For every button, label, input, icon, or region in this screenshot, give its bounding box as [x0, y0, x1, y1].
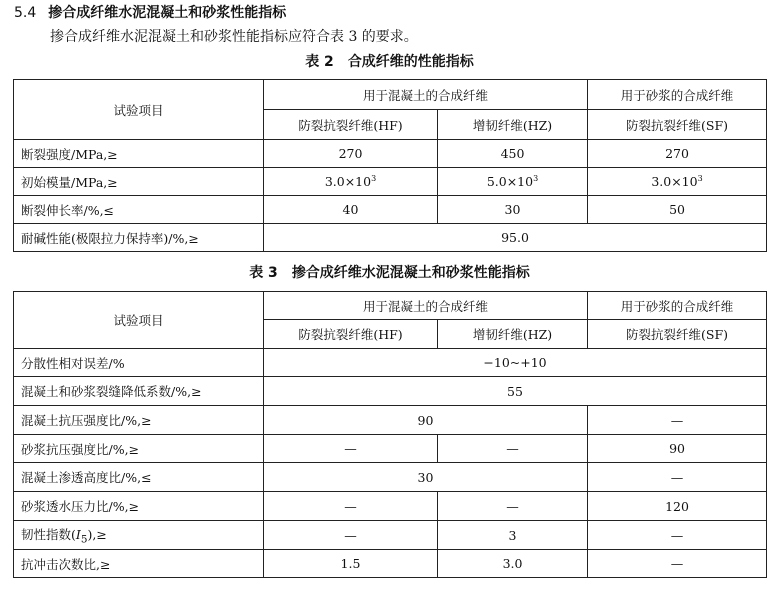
row-item [14, 521, 264, 550]
item-prefix: 韧性指数( [21, 526, 76, 542]
table3-caption [0, 264, 779, 282]
table3-header-item: 试验项目 [14, 292, 264, 349]
table2-header-hf: 防裂抗裂纤维(HF) [264, 110, 438, 140]
cell-hf [264, 168, 438, 196]
table-row [14, 349, 767, 377]
table3-header-hz: 增韧纤维(HZ) [438, 320, 588, 349]
table-row [14, 463, 767, 492]
table2-label: 表 2 [305, 54, 334, 70]
cell-hz: — [438, 492, 588, 521]
cell-sf: 50 [588, 196, 767, 224]
cell-sf: 90 [588, 435, 767, 463]
value-base: 3.0×10 [324, 174, 372, 190]
row-item: 混凝土渗透高度比/%,≤ [14, 463, 264, 492]
table3-header-hf: 防裂抗裂纤维(HF) [264, 320, 438, 349]
value-exponent: 3 [371, 173, 377, 183]
row-item: 砂浆透水压力比/%,≥ [14, 492, 264, 521]
section-number: 5.4 [14, 5, 37, 21]
section-heading [14, 4, 286, 22]
cell-hf: 270 [264, 140, 438, 168]
table3 [13, 291, 767, 578]
table2-title: 合成纤维的性能指标 [347, 54, 474, 70]
cell-sf: — [588, 406, 767, 435]
table2-caption [0, 53, 779, 71]
cell-hf: — [264, 492, 438, 521]
cell-all: 95.0 [264, 224, 767, 252]
section-paragraph: 掺合成纤维水泥混凝土和砂浆性能指标应符合表 3 的要求。 [50, 29, 418, 45]
cell-all: −10~+10 [264, 349, 767, 377]
cell-sf [588, 168, 767, 196]
cell-hf: — [264, 435, 438, 463]
cell-hz: 3 [438, 521, 588, 550]
table2-header-row [14, 80, 767, 110]
cell-hfhz: 30 [264, 463, 588, 492]
cell-all: 55 [264, 377, 767, 406]
table2-header-mortar: 用于砂浆的合成纤维 [588, 80, 767, 110]
table3-title: 掺合成纤维水泥混凝土和砂浆性能指标 [291, 265, 530, 281]
row-item: 耐碱性能(极限拉力保持率)/%,≥ [14, 224, 264, 252]
value-base: 5.0×10 [486, 174, 534, 190]
cell-hz: — [438, 435, 588, 463]
table-row [14, 492, 767, 521]
cell-sf: 120 [588, 492, 767, 521]
table3-header-mortar: 用于砂浆的合成纤维 [588, 292, 767, 320]
row-item: 断裂强度/MPa,≥ [14, 140, 264, 168]
table2-header-sf: 防裂抗裂纤维(SF) [588, 110, 767, 140]
table2-header-concrete: 用于混凝土的合成纤维 [264, 80, 588, 110]
table3-label: 表 3 [249, 265, 278, 281]
table-row [14, 435, 767, 463]
table-row [14, 521, 767, 550]
table-row [14, 140, 767, 168]
cell-hfhz: 90 [264, 406, 588, 435]
row-item: 初始模量/MPa,≥ [14, 168, 264, 196]
table-row [14, 168, 767, 196]
item-suffix: ),≥ [87, 526, 107, 542]
row-item: 断裂伸长率/%,≤ [14, 196, 264, 224]
row-item: 砂浆抗压强度比/%,≥ [14, 435, 264, 463]
value-exponent: 3 [697, 173, 703, 183]
table2 [13, 79, 767, 252]
cell-hf: 40 [264, 196, 438, 224]
table2-header-hz: 增韧纤维(HZ) [438, 110, 588, 140]
table3-header-sf: 防裂抗裂纤维(SF) [588, 320, 767, 349]
row-item: 分散性相对误差/% [14, 349, 264, 377]
value-base: 3.0×10 [651, 174, 698, 190]
cell-hz: 450 [438, 140, 588, 168]
table-row [14, 224, 767, 252]
row-item: 抗冲击次数比,≥ [14, 550, 264, 578]
cell-hf: — [264, 521, 438, 550]
table-row [14, 196, 767, 224]
cell-hz: 30 [438, 196, 588, 224]
table-row [14, 377, 767, 406]
cell-hz [438, 168, 588, 196]
item-variable: I [75, 526, 81, 542]
cell-sf: — [588, 463, 767, 492]
value-exponent: 3 [533, 173, 539, 183]
table3-header-row [14, 292, 767, 320]
row-item: 混凝土抗压强度比/%,≥ [14, 406, 264, 435]
cell-hf: 1.5 [264, 550, 438, 578]
cell-sf: 270 [588, 140, 767, 168]
table-row [14, 550, 767, 578]
table-row [14, 406, 767, 435]
section-title: 掺合成纤维水泥混凝土和砂浆性能指标 [48, 5, 287, 21]
table2-header-item: 试验项目 [14, 80, 264, 140]
row-item: 混凝土和砂浆裂缝降低系数/%,≥ [14, 377, 264, 406]
table3-header-concrete: 用于混凝土的合成纤维 [264, 292, 588, 320]
cell-sf: — [588, 521, 767, 550]
item-subscript: 5 [80, 533, 88, 546]
cell-hz: 3.0 [438, 550, 588, 578]
cell-sf: — [588, 550, 767, 578]
